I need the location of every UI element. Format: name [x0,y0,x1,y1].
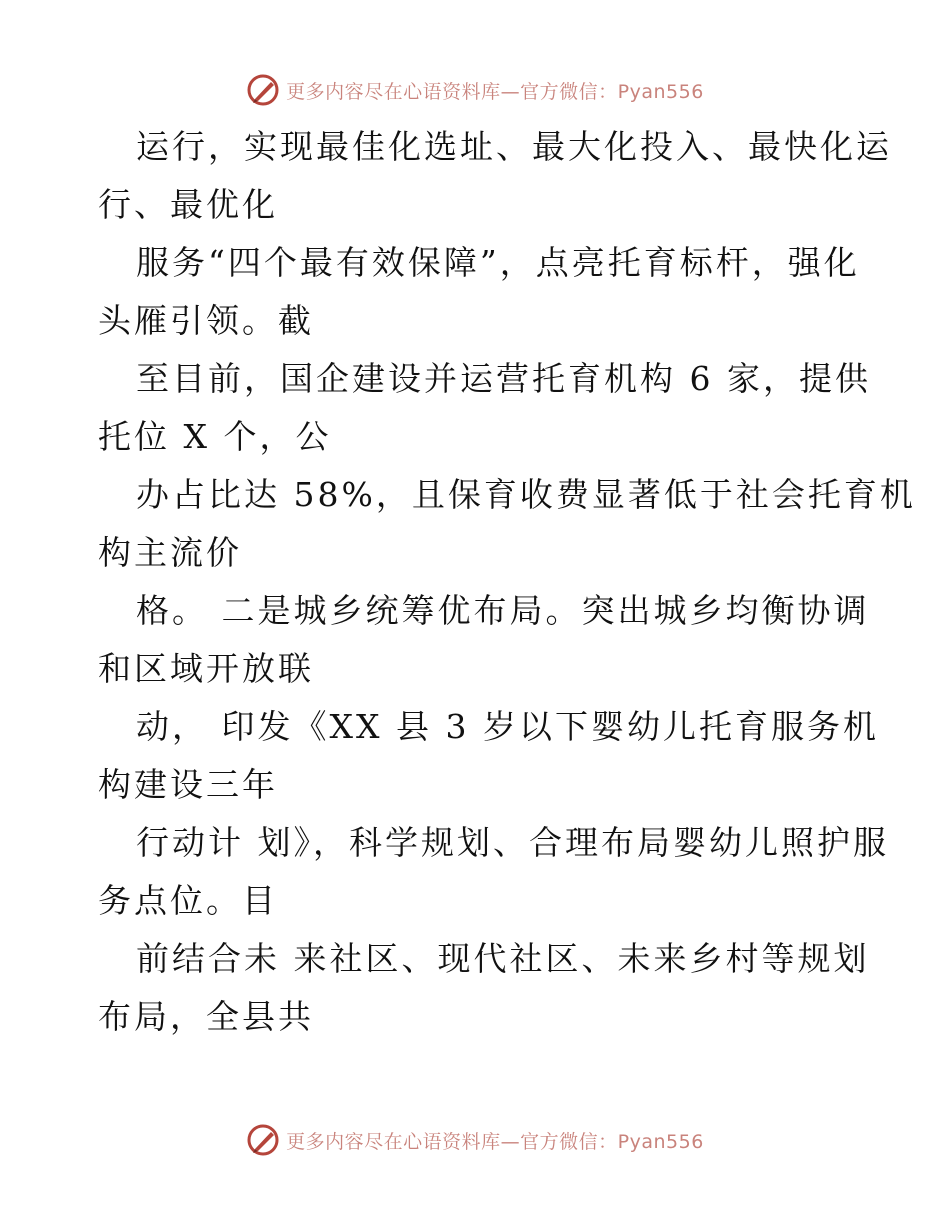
header-banner [0,70,950,110]
paragraph-line: 头雁引领。截 [98,301,314,340]
footer-banner-text: 更多内容尽在心语资料库—官方微信：Pyan556 [286,1130,704,1153]
paragraph-line: 布局，全县共 [98,997,314,1036]
paragraph-7 [98,814,889,930]
paragraph-2 [98,234,858,350]
paragraph-line: 和区域开放联 [98,649,314,688]
paragraph-line: 行、最优化 [98,185,278,224]
pen-logo-icon [246,73,280,107]
paragraph-1 [98,118,892,234]
paragraph-6 [98,698,879,814]
paragraph-line: 动， 印发《XX 县 3 岁以下婴幼儿托育服务机 [136,707,879,746]
footer-banner [0,1120,950,1160]
paragraph-line: 运行，实现最佳化选址、最大化投入、最快化运 [136,127,892,166]
paragraph-8 [98,930,870,1046]
header-banner-text: 更多内容尽在心语资料库—官方微信：Pyan556 [286,80,704,103]
paragraph-line: 构建设三年 [98,765,278,804]
paragraph-4 [98,466,916,582]
paragraph-3 [98,350,871,466]
paragraph-line: 格。 二是城乡统筹优布局。突出城乡均衡协调 [136,591,870,630]
paragraph-line: 前结合未 来社区、现代社区、未来乡村等规划 [136,939,870,978]
paragraph-line: 构主流价 [98,533,242,572]
paragraph-line: 服务“四个最有效保障”，点亮托育标杆，强化 [136,243,860,282]
pen-logo-icon [246,1123,280,1157]
paragraph-line: 至目前，国企建设并运营托育机构 6 家，提供 [136,359,871,398]
paragraph-line: 托位 X 个，公 [98,417,332,456]
paragraph-line: 办占比达 58%，且保育收费显著低于社会托育机 [136,475,916,514]
paragraph-5 [98,582,870,698]
paragraph-line: 务点位。目 [98,881,278,920]
paragraph-line: 行动计 划》，科学规划、合理布局婴幼儿照护服 [136,823,889,862]
document-body [98,118,916,1046]
